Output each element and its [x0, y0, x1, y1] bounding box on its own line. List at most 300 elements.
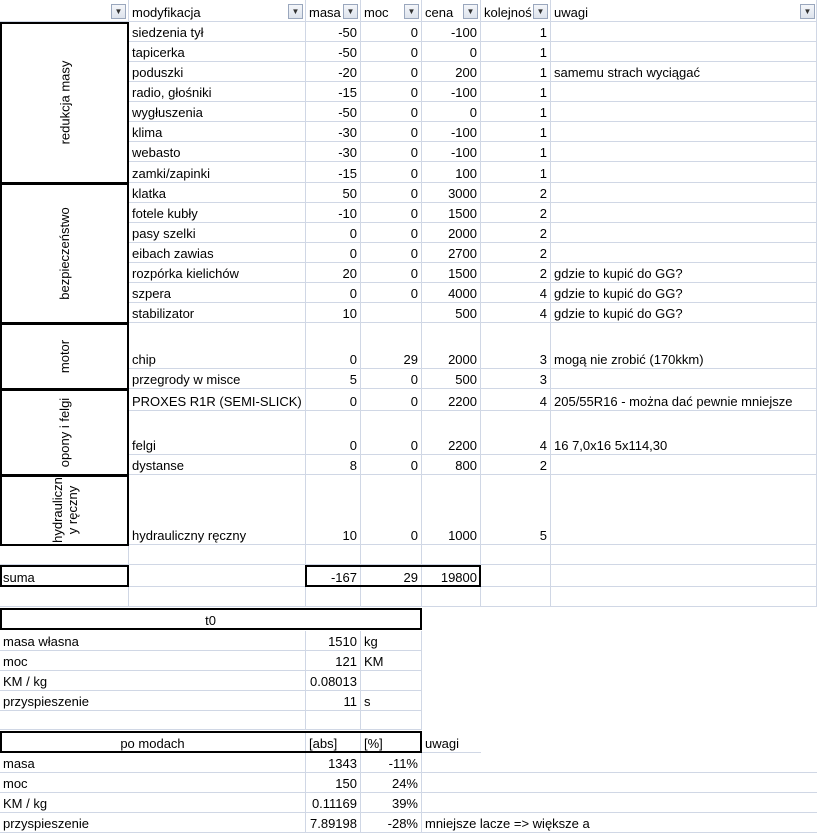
cell-moc[interactable] [361, 62, 422, 82]
cell-cena[interactable] [422, 162, 481, 183]
cell-moc-value: 0 [410, 85, 418, 100]
t0-label[interactable] [0, 671, 306, 691]
cell-kol[interactable] [481, 223, 551, 243]
cell-cena-value: 0 [469, 105, 477, 120]
cell-kol-value: 1 [539, 65, 547, 80]
cell-kol-value: 2 [539, 186, 547, 201]
po-modach-title[interactable]: po modach [0, 731, 306, 753]
cell-cena-value: 2200 [448, 394, 477, 409]
po-modach-pct[interactable] [361, 753, 422, 773]
cell-kol[interactable] [481, 369, 551, 389]
cell-name[interactable] [129, 369, 306, 389]
suma-empty[interactable] [481, 565, 551, 587]
cell-name[interactable] [129, 303, 306, 323]
cell-moc-value: 0 [410, 145, 418, 160]
filter-dropdown-icon[interactable]: ▼ [343, 4, 358, 19]
filter-dropdown-icon[interactable]: ▼ [463, 4, 478, 19]
cell-masa-value: -15 [338, 85, 357, 100]
cell-moc[interactable] [361, 303, 422, 323]
t0-value[interactable] [306, 671, 361, 691]
cell-kol[interactable] [481, 122, 551, 142]
cell-kol[interactable] [481, 162, 551, 183]
cell-name[interactable] [129, 122, 306, 142]
cell-masa-value: -10 [338, 206, 357, 221]
cell-uwagi[interactable] [551, 303, 817, 323]
cell-name[interactable] [129, 162, 306, 183]
cell-kol[interactable] [481, 283, 551, 303]
group-label-redukcja-masy: redukcja masy [57, 60, 72, 145]
po-modach-abs-value: 1343 [328, 756, 357, 771]
cell-moc-value: 0 [410, 186, 418, 201]
cell-name-value: zamki/zapinki [132, 166, 211, 181]
cell-moc-value: 0 [410, 266, 418, 281]
po-modach-abs[interactable] [306, 793, 361, 813]
cell-cena[interactable] [422, 122, 481, 142]
cell-moc[interactable] [361, 203, 422, 223]
t0-label-value: masa własna [3, 634, 79, 649]
cell-kol-value: 5 [539, 528, 547, 543]
cell-uwagi[interactable] [551, 475, 817, 545]
cell-name-value: rozpórka kielichów [132, 266, 239, 281]
cell-masa[interactable] [306, 455, 361, 475]
cell-cena[interactable] [422, 263, 481, 283]
t0-label[interactable] [0, 691, 306, 711]
cell-masa-value: 0 [349, 394, 357, 409]
po-modach-pct-value: 39% [391, 796, 418, 811]
po-modach-pct[interactable] [361, 813, 422, 833]
cell-moc[interactable] [361, 183, 422, 203]
cell-kol[interactable] [481, 475, 551, 545]
po-modach-label-value: masa [3, 756, 35, 771]
empty-cell[interactable] [129, 587, 306, 607]
cell-moc-value: 0 [410, 438, 418, 453]
cell-uwagi[interactable] [551, 411, 817, 455]
t0-unit-value: KM [364, 654, 384, 669]
po-modach-pct-value: -11% [388, 756, 418, 771]
cell-name[interactable] [129, 203, 306, 223]
cell-moc-value: 0 [410, 125, 418, 140]
cell-cena[interactable] [422, 42, 481, 62]
cell-masa[interactable] [306, 283, 361, 303]
po-modach-uwagi-value: mniejsze lacze => większe a [425, 816, 590, 831]
cell-kol[interactable] [481, 411, 551, 455]
cell-name-value: eibach zawias [132, 246, 214, 261]
cell-name-value: hydrauliczny ręczny [132, 528, 247, 543]
cell-name[interactable] [129, 263, 306, 283]
cell-moc-value: 0 [410, 246, 418, 261]
cell-masa-value: 8 [349, 458, 357, 473]
cell-kol[interactable] [481, 323, 551, 369]
cell-uwagi[interactable] [551, 455, 817, 475]
po-modach-col-uwagi[interactable]: uwagi [422, 731, 481, 753]
cell-kol[interactable] [481, 22, 551, 42]
cell-cena-value: 1500 [448, 266, 477, 281]
cell-cena[interactable] [422, 411, 481, 455]
po-modach-abs[interactable] [306, 813, 361, 833]
cell-moc[interactable] [361, 42, 422, 62]
cell-kol[interactable] [481, 455, 551, 475]
cell-cena[interactable] [422, 303, 481, 323]
filter-dropdown-icon[interactable]: ▼ [111, 4, 126, 19]
po-modach-pct-value: 24% [391, 776, 418, 791]
filter-dropdown-icon[interactable]: ▼ [533, 4, 548, 19]
cell-moc-value: 0 [410, 206, 418, 221]
po-modach-uwagi[interactable] [422, 793, 817, 813]
t0-value[interactable] [306, 631, 361, 651]
cell-name-value: webasto [132, 145, 181, 160]
cell-masa[interactable] [306, 22, 361, 42]
suma-label[interactable]: suma [0, 565, 129, 587]
cell-kol[interactable] [481, 82, 551, 102]
cell-cena[interactable] [422, 455, 481, 475]
cell-uwagi[interactable] [551, 369, 817, 389]
cell-uwagi[interactable] [551, 223, 817, 243]
cell-name[interactable] [129, 102, 306, 122]
empty-cell[interactable] [551, 545, 817, 565]
po-modach-label[interactable] [0, 753, 306, 773]
cell-name[interactable] [129, 283, 306, 303]
cell-kol[interactable] [481, 42, 551, 62]
empty-cell[interactable] [306, 710, 361, 730]
cell-uwagi[interactable] [551, 389, 817, 411]
cell-masa[interactable] [306, 243, 361, 263]
cell-name[interactable] [129, 62, 306, 82]
cell-masa[interactable] [306, 183, 361, 203]
cell-moc-value: 0 [410, 286, 418, 301]
empty-cell[interactable] [481, 545, 551, 565]
cell-uwagi[interactable] [551, 243, 817, 263]
cell-name-value: PROXES R1R (SEMI-SLICK) [132, 394, 302, 409]
cell-name[interactable] [129, 183, 306, 203]
t0-unit[interactable] [361, 671, 422, 691]
cell-masa[interactable] [306, 389, 361, 411]
cell-uwagi[interactable] [551, 82, 817, 102]
po-modach-label-value: moc [3, 776, 28, 791]
po-modach-label[interactable] [0, 773, 306, 793]
empty-cell[interactable] [361, 545, 422, 565]
cell-moc[interactable] [361, 223, 422, 243]
cell-moc[interactable] [361, 389, 422, 411]
suma-masa[interactable]: -167 [306, 565, 361, 587]
cell-cena[interactable] [422, 22, 481, 42]
po-modach-pct[interactable] [361, 773, 422, 793]
cell-cena-value: 1000 [448, 528, 477, 543]
cell-moc[interactable] [361, 162, 422, 183]
cell-kol-value: 2 [539, 458, 547, 473]
po-modach-pct-value: -28% [387, 816, 418, 831]
cell-cena[interactable] [422, 183, 481, 203]
empty-cell[interactable] [0, 545, 129, 565]
cell-kol-value: 1 [539, 85, 547, 100]
cell-cena[interactable] [422, 243, 481, 263]
t0-value[interactable] [306, 651, 361, 671]
cell-kol[interactable] [481, 303, 551, 323]
cell-name-value: chip [132, 352, 156, 367]
cell-kol-value: 1 [539, 125, 547, 140]
cell-moc[interactable] [361, 102, 422, 122]
suma-empty[interactable] [129, 565, 306, 587]
po-modach-label-value: przyspieszenie [3, 816, 89, 831]
cell-moc[interactable] [361, 455, 422, 475]
cell-kol[interactable] [481, 203, 551, 223]
t0-value-value: 1510 [328, 634, 357, 649]
cell-uwagi[interactable] [551, 122, 817, 142]
cell-name-value: radio, głośniki [132, 85, 212, 100]
cell-masa-value: 0 [349, 226, 357, 241]
cell-kol-value: 3 [539, 372, 547, 387]
po-modach-label-value: KM / kg [3, 796, 48, 811]
cell-moc-value: 0 [410, 166, 418, 181]
cell-moc[interactable] [361, 82, 422, 102]
cell-masa[interactable] [306, 203, 361, 223]
cell-kol-value: 1 [539, 166, 547, 181]
cell-uwagi-value: gdzie to kupić do GG? [554, 306, 683, 321]
po-modach-uwagi[interactable] [422, 773, 817, 793]
filter-dropdown-icon[interactable]: ▼ [404, 4, 419, 19]
empty-cell[interactable] [481, 587, 551, 607]
po-modach-col-abs[interactable]: [abs] [306, 731, 361, 753]
cell-uwagi-value: 16 7,0x16 5x114,30 [554, 438, 668, 453]
cell-cena[interactable] [422, 62, 481, 82]
empty-cell[interactable] [129, 545, 306, 565]
cell-masa[interactable] [306, 223, 361, 243]
cell-cena-value: 500 [455, 306, 477, 321]
cell-moc-value: 0 [410, 458, 418, 473]
empty-cell[interactable] [306, 545, 361, 565]
cell-name[interactable] [129, 323, 306, 369]
filter-dropdown-icon[interactable]: ▼ [800, 4, 815, 19]
cell-name-value: tapicerka [132, 45, 185, 60]
t0-value-value: 121 [335, 654, 357, 669]
t0-label[interactable] [0, 631, 306, 651]
cell-kol-value: 2 [539, 266, 547, 281]
cell-masa[interactable] [306, 162, 361, 183]
cell-kol-value: 4 [539, 306, 547, 321]
empty-cell[interactable] [0, 587, 129, 607]
cell-masa-value: 20 [342, 266, 357, 281]
empty-cell[interactable] [0, 710, 306, 730]
cell-name-value: klima [132, 125, 163, 140]
t0-value-value: 11 [343, 694, 357, 709]
cell-kol[interactable] [481, 62, 551, 82]
cell-kol-value: 1 [539, 105, 547, 120]
po-modach-abs[interactable] [306, 773, 361, 793]
cell-cena[interactable] [422, 369, 481, 389]
cell-kol[interactable] [481, 183, 551, 203]
empty-cell[interactable] [361, 710, 422, 730]
cell-moc[interactable] [361, 283, 422, 303]
cell-moc-value: 29 [403, 352, 418, 367]
cell-name-value: wygłuszenia [132, 105, 203, 120]
cell-uwagi[interactable] [551, 42, 817, 62]
cell-masa[interactable] [306, 122, 361, 142]
cell-masa[interactable] [306, 369, 361, 389]
cell-name[interactable] [129, 223, 306, 243]
cell-moc[interactable] [361, 323, 422, 369]
group-label-bezpieczenstwo: bezpieczeństwo [57, 206, 72, 300]
cell-moc[interactable] [361, 122, 422, 142]
group-label-hydrauliczny-reczny: hydrauliczny ręczny [49, 477, 80, 543]
suma-cena[interactable]: 19800 [422, 565, 481, 587]
cell-moc[interactable] [361, 475, 422, 545]
header-uwagi[interactable]: uwagi [551, 0, 817, 22]
cell-moc-value: 0 [410, 45, 418, 60]
cell-masa-value: -50 [338, 25, 357, 40]
cell-masa-value: -30 [338, 145, 357, 160]
cell-cena[interactable] [422, 475, 481, 545]
empty-cell[interactable] [306, 587, 361, 607]
cell-name-value: siedzenia tył [132, 25, 204, 40]
cell-uwagi[interactable] [551, 323, 817, 369]
group-label-opony-i-felgi: opony i felgi [56, 397, 72, 467]
cell-uwagi[interactable] [551, 102, 817, 122]
cell-name[interactable] [129, 455, 306, 475]
cell-name-value: stabilizator [132, 306, 195, 321]
cell-cena[interactable] [422, 82, 481, 102]
cell-cena[interactable] [422, 102, 481, 122]
cell-uwagi[interactable] [551, 203, 817, 223]
cell-moc[interactable] [361, 22, 422, 42]
cell-masa[interactable] [306, 82, 361, 102]
cell-cena-value: -100 [450, 25, 477, 40]
cell-name[interactable] [129, 42, 306, 62]
cell-uwagi[interactable] [551, 183, 817, 203]
t0-value[interactable] [306, 691, 361, 711]
t0-label-value: moc [3, 654, 28, 669]
cell-kol[interactable] [481, 263, 551, 283]
cell-name[interactable] [129, 82, 306, 102]
cell-uwagi-value: mogą nie zrobić (170kkm) [554, 352, 704, 367]
cell-masa-value: 5 [349, 372, 357, 387]
cell-masa-value: 0 [349, 438, 357, 453]
cell-kol[interactable] [481, 102, 551, 122]
t0-title[interactable]: t0 [0, 608, 422, 630]
cell-moc[interactable] [361, 411, 422, 455]
filter-dropdown-icon[interactable]: ▼ [288, 4, 303, 19]
cell-cena-value: 2000 [448, 352, 477, 367]
cell-cena[interactable] [422, 389, 481, 411]
empty-cell[interactable] [422, 587, 481, 607]
cell-moc-value: 0 [410, 65, 418, 80]
empty-cell[interactable] [551, 587, 817, 607]
cell-moc[interactable] [361, 263, 422, 283]
cell-uwagi-value: gdzie to kupić do GG? [554, 286, 683, 301]
cell-cena[interactable] [422, 142, 481, 162]
cell-kol-value: 4 [539, 394, 547, 409]
cell-kol-value: 2 [539, 206, 547, 221]
cell-cena-value: -100 [450, 125, 477, 140]
cell-cena-value: 500 [455, 372, 477, 387]
cell-kol-value: 1 [539, 25, 547, 40]
cell-name[interactable] [129, 475, 306, 545]
cell-masa[interactable] [306, 323, 361, 369]
cell-cena-value: 800 [455, 458, 477, 473]
po-modach-uwagi[interactable] [422, 753, 817, 773]
po-modach-label[interactable] [0, 793, 306, 813]
group-label-motor: motor [56, 339, 72, 373]
cell-masa[interactable] [306, 475, 361, 545]
cell-uwagi-value: 205/55R16 - można dać pewnie mniejsze [554, 394, 793, 409]
cell-moc-value: 0 [410, 226, 418, 241]
po-modach-abs-value: 150 [335, 776, 357, 791]
cell-uwagi-value: samemu strach wyciągać [554, 65, 700, 80]
header-cena[interactable]: cena [422, 0, 481, 22]
cell-uwagi[interactable] [551, 263, 817, 283]
empty-cell[interactable] [361, 587, 422, 607]
cell-masa[interactable] [306, 303, 361, 323]
header-kolejnosc[interactable]: kolejnoś [481, 0, 551, 22]
cell-kol-value: 1 [539, 45, 547, 60]
cell-moc[interactable] [361, 369, 422, 389]
cell-cena[interactable] [422, 203, 481, 223]
cell-cena-value: 2000 [448, 226, 477, 241]
header-empty-cell[interactable] [0, 0, 129, 22]
header-modyfikacja[interactable]: modyfikacja [129, 0, 306, 22]
t0-unit[interactable] [361, 631, 422, 651]
po-modach-col-pct[interactable]: [%] [361, 731, 422, 753]
cell-kol[interactable] [481, 142, 551, 162]
cell-masa-value: 50 [342, 186, 357, 201]
empty-cell[interactable] [422, 545, 481, 565]
t0-label-value: przyspieszenie [3, 694, 89, 709]
cell-cena-value: 2700 [448, 246, 477, 261]
t0-unit[interactable] [361, 691, 422, 711]
cell-moc[interactable] [361, 243, 422, 263]
suma-empty[interactable] [551, 565, 817, 587]
po-modach-abs[interactable] [306, 753, 361, 773]
cell-name[interactable] [129, 389, 306, 411]
cell-masa-value: -30 [338, 125, 357, 140]
cell-moc[interactable] [361, 142, 422, 162]
cell-masa[interactable] [306, 102, 361, 122]
cell-masa[interactable] [306, 62, 361, 82]
cell-kol[interactable] [481, 243, 551, 263]
cell-uwagi[interactable] [551, 142, 817, 162]
cell-name[interactable] [129, 411, 306, 455]
cell-uwagi[interactable] [551, 283, 817, 303]
cell-name[interactable] [129, 22, 306, 42]
header-moc[interactable]: moc [361, 0, 422, 22]
cell-name-value: dystanse [132, 458, 185, 473]
po-modach-label[interactable] [0, 813, 306, 833]
cell-masa[interactable] [306, 42, 361, 62]
po-modach-pct[interactable] [361, 793, 422, 813]
cell-name[interactable] [129, 142, 306, 162]
t0-unit-value: s [364, 694, 371, 709]
cell-cena-value: -100 [450, 85, 477, 100]
cell-cena-value: 200 [455, 65, 477, 80]
cell-cena-value: 2200 [448, 438, 477, 453]
po-modach-uwagi[interactable] [422, 813, 817, 833]
cell-cena[interactable] [422, 323, 481, 369]
cell-name[interactable] [129, 243, 306, 263]
cell-kol[interactable] [481, 389, 551, 411]
header-masa[interactable]: masa [306, 0, 361, 22]
cell-masa[interactable] [306, 263, 361, 283]
suma-moc[interactable]: 29 [361, 565, 422, 587]
cell-cena[interactable] [422, 283, 481, 303]
cell-masa[interactable] [306, 411, 361, 455]
cell-name-value: fotele kubły [132, 206, 198, 221]
cell-uwagi[interactable] [551, 22, 817, 42]
cell-uwagi[interactable] [551, 162, 817, 183]
cell-cena-value: -100 [450, 145, 477, 160]
t0-label[interactable] [0, 651, 306, 671]
cell-cena[interactable] [422, 223, 481, 243]
t0-unit[interactable] [361, 651, 422, 671]
cell-uwagi[interactable] [551, 62, 817, 82]
cell-masa[interactable] [306, 142, 361, 162]
